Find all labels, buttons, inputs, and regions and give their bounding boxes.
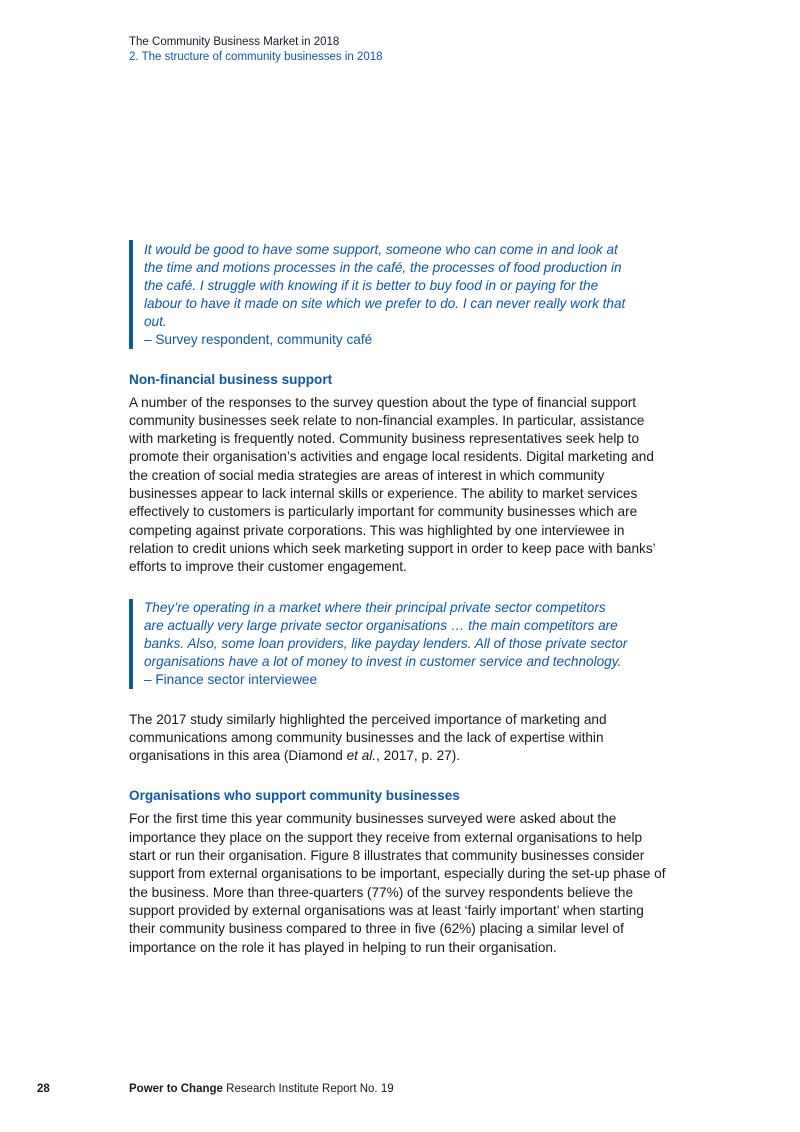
paragraph-text: , 2017, p. 27). [376, 748, 460, 764]
pull-quote-finance [129, 599, 629, 689]
section-title: 2. The structure of community businesses in 2018 [129, 51, 383, 63]
quote-attribution: – Survey respondent, community café [144, 331, 373, 347]
body-paragraph-non-financial-support: A number of the responses to the survey question about the type of financial support community businesses seek relate to non-financial examples. In particular, assistance with marketing is frequently noted. Community business representatives seek help to promote their organisation’s activities and engage local residents. Digital marketing and the creation of social media strategies are areas of interest in which community businesses appear to lack internal skills or experience. The ability to market services effectively to customers is particularly important for community businesses which are competing against private corporations. This was highlighted by one interviewee in relation to credit unions which seek marketing support in order to keep pace with banks’ efforts to improve their customer engagement. [129, 394, 656, 575]
document-title: The Community Business Market in 2018 [129, 36, 340, 48]
quote-text: It would be good to have some support, someone who can come in and look at the time and motions processes in the café, the processes of food production in the café. I struggle with knowing if it is better to buy food in or paying for the labour to have it made on site which we prefer to do. I can never really work that out. [144, 241, 626, 329]
paragraph-text: The 2017 study similarly highlighted the perceived importance of marketing and communications among community businesses and the lack of expertise within organisations in this area (Diamond [129, 711, 607, 764]
section-heading-support-organisations: Organisations who support community businesses [129, 788, 460, 804]
pull-quote-cafe [129, 240, 629, 349]
quote-attribution: – Finance sector interviewee [144, 671, 318, 687]
body-paragraph-2017-study [129, 711, 669, 766]
footer-report-title [129, 1082, 394, 1096]
report-name: Research Institute Report No. 19 [222, 1083, 394, 1095]
quote-text: They’re operating in a market where their principal private sector competitors are actually very large private sector organisations … the main competitors are banks. Also, some loan providers, like payday lenders. All of those private sector organisations have a lot of money to invest in customer service and technology. [144, 599, 628, 669]
section-heading-non-financial-support: Non-financial business support [129, 371, 333, 387]
page-number: 28 [37, 1083, 50, 1095]
brand-name: Power to Change [129, 1083, 223, 1095]
body-paragraph-support-organisations: For the first time this year community businesses surveyed were asked about the importance they place on the support they receive from external organisations to help start or run their organisation. Figure 8 illustrates that community businesses consider support from external organisations to be important, especially during the set-up phase of the business. More than three-quarters (77%) of the survey respondents believe the support provided by external organisations was at least ‘fairly important’ when starting their community business compared to three in five (62%) placing a similar level of importance on the role it has played in helping to run their organisation. [129, 811, 666, 955]
page-content [129, 226, 669, 979]
running-header [129, 35, 383, 65]
citation-et-al: et al. [346, 748, 377, 764]
